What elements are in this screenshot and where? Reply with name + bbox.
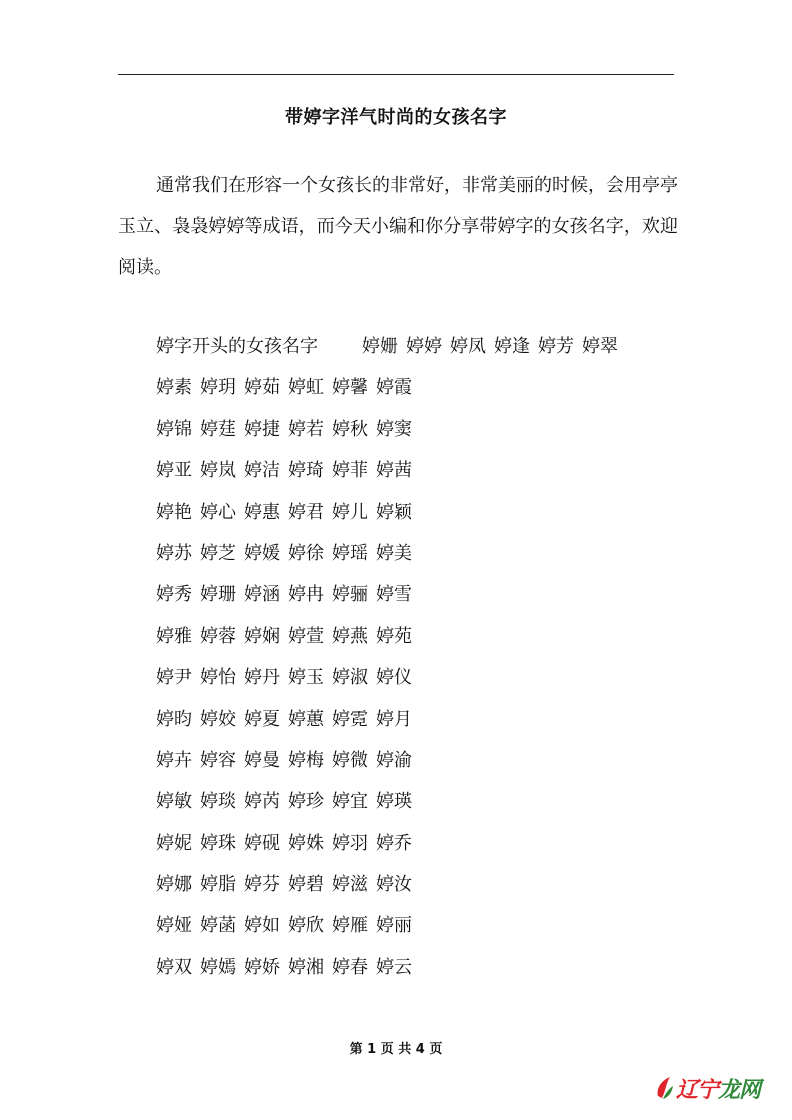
name-item: 婷茹 — [244, 377, 280, 399]
name-item: 婷仪 — [376, 667, 412, 689]
name-item: 婷芮 — [244, 791, 280, 813]
intro-paragraph: 通常我们在形容一个女孩长的非常好，非常美丽的时候，会用亭亭玉立、袅袅婷婷等成语，而今天小编和你分享带婷字的女孩名字，欢迎阅读。 — [118, 175, 678, 278]
name-item: 婷瑶 — [332, 542, 368, 564]
name-item: 婷凤 — [450, 336, 486, 357]
name-row — [156, 909, 696, 950]
page-number: 第 1 页 共 4 页 — [349, 1042, 443, 1057]
name-item: 婷怡 — [200, 667, 236, 689]
document-title: 带婷字洋气时尚的女孩名字 — [285, 107, 507, 128]
name-item: 婷蓉 — [200, 625, 236, 647]
name-item: 婷婷 — [406, 336, 442, 357]
name-item: 婷馨 — [332, 377, 368, 399]
name-item: 婷丽 — [376, 915, 412, 937]
name-item: 婷尹 — [156, 667, 192, 689]
name-item: 婷芬 — [244, 874, 280, 896]
name-row — [156, 454, 696, 495]
name-item: 婷娇 — [244, 956, 280, 978]
name-item: 婷霓 — [332, 708, 368, 730]
name-item: 婷霞 — [376, 377, 412, 399]
name-item: 婷美 — [376, 542, 412, 564]
name-item: 婷锦 — [156, 418, 192, 440]
name-item: 婷蕙 — [288, 708, 324, 730]
name-row — [156, 703, 696, 744]
name-item: 婷瑛 — [376, 791, 412, 813]
name-item: 婷苑 — [376, 625, 412, 647]
name-item: 婷芳 — [538, 336, 574, 357]
watermark-text-part1: 辽宁 — [676, 1077, 719, 1103]
watermark-text-part2: 龙网 — [718, 1077, 761, 1103]
name-item: 婷云 — [376, 956, 412, 978]
name-item: 婷萱 — [288, 625, 324, 647]
name-item: 婷珊 — [200, 584, 236, 606]
name-item: 婷砚 — [244, 832, 280, 854]
name-item: 婷乔 — [376, 832, 412, 854]
name-item: 婷若 — [288, 418, 324, 440]
name-item: 婷月 — [376, 708, 412, 730]
name-item: 婷素 — [156, 377, 192, 399]
watermark-text — [676, 1073, 760, 1104]
name-item: 婷双 — [156, 956, 192, 978]
name-item: 婷亚 — [156, 460, 192, 482]
names-list — [156, 330, 696, 992]
name-item: 婷秋 — [332, 418, 368, 440]
name-item: 婷脂 — [200, 874, 236, 896]
name-item: 婷捷 — [244, 418, 280, 440]
name-item: 婷曼 — [244, 749, 280, 771]
name-row — [156, 744, 696, 785]
name-row — [156, 371, 696, 412]
name-row — [156, 661, 696, 702]
name-row — [156, 496, 696, 537]
name-item: 婷逢 — [494, 336, 530, 357]
name-item: 婷珠 — [200, 832, 236, 854]
name-item: 婷雁 — [332, 915, 368, 937]
name-item: 婷茜 — [376, 460, 412, 482]
name-row — [156, 537, 696, 578]
name-item: 婷秀 — [156, 584, 192, 606]
name-item: 婷丹 — [244, 667, 280, 689]
name-item: 婷姣 — [200, 708, 236, 730]
name-item: 婷莛 — [200, 418, 236, 440]
name-item: 婷梅 — [288, 749, 324, 771]
name-item: 婷微 — [332, 749, 368, 771]
name-item: 婷嫣 — [200, 956, 236, 978]
name-item: 婷雅 — [156, 625, 192, 647]
name-item: 婷滋 — [332, 874, 368, 896]
name-item: 婷媛 — [244, 542, 280, 564]
name-item: 婷敏 — [156, 791, 192, 813]
name-row — [156, 413, 696, 454]
name-row — [156, 578, 696, 619]
name-item: 婷娴 — [244, 625, 280, 647]
name-item: 婷宜 — [332, 791, 368, 813]
name-item: 婷雪 — [376, 584, 412, 606]
name-item: 婷涵 — [244, 584, 280, 606]
name-row — [156, 785, 696, 826]
name-item: 婷窦 — [376, 418, 412, 440]
name-item: 婷惠 — [244, 501, 280, 523]
name-item: 婷淑 — [332, 667, 368, 689]
name-item: 婷妮 — [156, 832, 192, 854]
name-row — [156, 827, 696, 868]
name-item: 婷琰 — [200, 791, 236, 813]
name-item: 婷如 — [244, 915, 280, 937]
name-item: 婷岚 — [200, 460, 236, 482]
name-item: 婷颖 — [376, 501, 412, 523]
site-watermark — [654, 1068, 764, 1108]
name-item: 婷冉 — [288, 584, 324, 606]
name-item: 婷玥 — [200, 377, 236, 399]
name-row — [156, 620, 696, 661]
name-item: 婷姗 — [362, 336, 398, 357]
name-item: 婷芝 — [200, 542, 236, 564]
name-item: 婷洁 — [244, 460, 280, 482]
header-rule — [118, 74, 674, 75]
name-item: 婷燕 — [332, 625, 368, 647]
name-item: 婷羽 — [332, 832, 368, 854]
section-heading: 婷字开头的女孩名字 — [156, 336, 318, 357]
name-item: 婷玉 — [288, 667, 324, 689]
name-item: 婷娜 — [156, 874, 192, 896]
name-item: 婷艳 — [156, 501, 192, 523]
name-item: 婷容 — [200, 749, 236, 771]
name-row — [156, 951, 696, 992]
name-item: 婷汝 — [376, 874, 412, 896]
name-item: 婷昀 — [156, 708, 192, 730]
name-item: 婷君 — [288, 501, 324, 523]
name-item: 婷珍 — [288, 791, 324, 813]
name-item: 婷夏 — [244, 708, 280, 730]
name-item: 婷姝 — [288, 832, 324, 854]
logo-mark-icon — [654, 1074, 674, 1102]
name-item: 婷娅 — [156, 915, 192, 937]
name-item: 婷徐 — [288, 542, 324, 564]
name-item: 婷骊 — [332, 584, 368, 606]
name-item: 婷湘 — [288, 956, 324, 978]
name-item: 婷欣 — [288, 915, 324, 937]
name-item: 婷春 — [332, 956, 368, 978]
name-item: 婷虹 — [288, 377, 324, 399]
name-item: 婷儿 — [332, 501, 368, 523]
name-item: 婷菡 — [200, 915, 236, 937]
name-item: 婷苏 — [156, 542, 192, 564]
name-item: 婷菲 — [332, 460, 368, 482]
name-item: 婷翠 — [582, 336, 618, 357]
name-item: 婷卉 — [156, 749, 192, 771]
name-item: 婷琦 — [288, 460, 324, 482]
name-row — [156, 868, 696, 909]
name-item: 婷心 — [200, 501, 236, 523]
name-item: 婷渝 — [376, 749, 412, 771]
name-row — [156, 330, 696, 371]
name-item: 婷碧 — [288, 874, 324, 896]
